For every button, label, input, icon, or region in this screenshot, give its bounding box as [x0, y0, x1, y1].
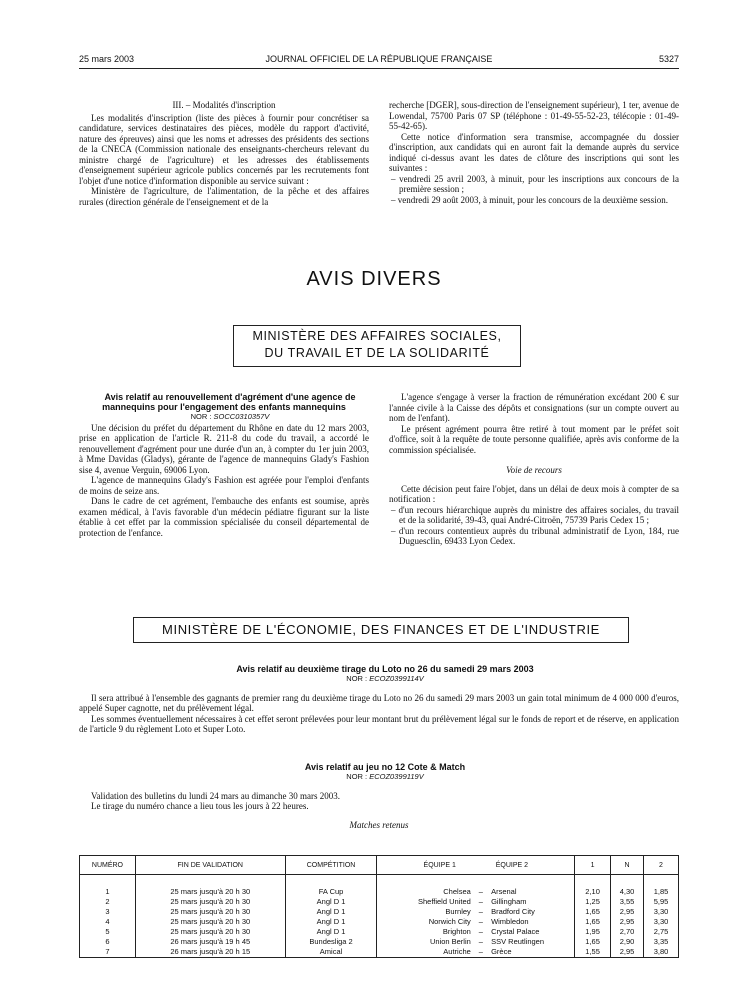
header-team1: ÉQUIPE 1: [423, 861, 456, 869]
cell-end-validation: 25 mars jusqu'à 20 h 30: [135, 927, 285, 937]
paragraph: Il sera attribué à l'ensemble des gagnants de premier rang du deuxième tirage du Loto no 26 du samedi 29 mars 2003 un gain total minimum de 4 000 000 d'euros, appelé Super cagnotte, net du prélèvement légal.: [79, 692, 679, 713]
paragraph: recherche [DGER], sous-direction de l'enseignement supérieur), 1 ter, avenue de Lowendal, 75700 Paris 07 SP (téléphone : 01-49-55-52-23, télécopie : 01-49-55-42-65).: [389, 100, 679, 131]
cell-odds-n: 4,30: [611, 887, 644, 897]
cell-team2: [475, 917, 575, 927]
cell-end-validation: 25 mars jusqu'à 20 h 30: [135, 887, 285, 897]
cell-odds-1: 1,95: [575, 927, 611, 937]
cell-odds-n: 2,70: [611, 927, 644, 937]
team-separator: –: [478, 917, 486, 926]
header-team2: ÉQUIPE 2: [495, 861, 529, 869]
cell-odds-2: 3,80: [644, 947, 679, 958]
paragraph: L'agence de mannequins Glady's Fashion est agréée pour l'emploi d'enfants de moins de seize ans.: [79, 475, 369, 496]
cell-number: 2: [80, 897, 136, 907]
team-separator: –: [478, 947, 486, 956]
cell-end-validation: 26 mars jusqu'à 20 h 15: [135, 947, 285, 958]
cell-team1: Brighton: [377, 927, 475, 937]
team-separator: –: [478, 887, 486, 896]
nor-label: NOR :: [190, 412, 212, 421]
team-separator: –: [478, 907, 486, 916]
header-number: NUMÉRO: [80, 856, 136, 875]
cell-team2: [475, 947, 575, 958]
cell-odds-n: 2,95: [611, 947, 644, 958]
nor-code: ECOZ0399119V: [369, 772, 424, 781]
table-row: [80, 887, 679, 897]
section-heading: III. – Modalités d'inscription: [172, 100, 276, 110]
cell-competition: Bundesliga 2: [285, 937, 377, 947]
header-journal-title: JOURNAL OFFICIEL DE LA RÉPUBLIQUE FRANÇAISE: [265, 54, 493, 64]
ministry-line: MINISTÈRE DES AFFAIRES SOCIALES,: [252, 329, 502, 343]
cell-odds-1: 1,65: [575, 917, 611, 927]
table-row: [80, 907, 679, 917]
article-left-column: [79, 392, 369, 538]
cell-odds-2: 3,35: [644, 937, 679, 947]
table-row: [80, 937, 679, 947]
paragraph: Une décision du préfet du département du Rhône en date du 12 mars 2003, prise en application de l'article R. 211-8 du code du travail, a accordé le renouvellement d'agrément pour une durée d'un an, à compter du 1er juin 2003, à Mme Davidas (Gladys), gérante de l'agence de mannequins Glady's Fashion sise 4, avenue Verguin, 69006 Lyon.: [79, 422, 369, 475]
list-item: – d'un recours hiérarchique auprès du ministre des affaires sociales, du travail et de la solidarité, 39-43, quai André-Citroën, 75739 Paris Cedex 15 ;: [391, 504, 679, 525]
ministry-box: MINISTÈRE DE L'ÉCONOMIE, DES FINANCES ET DE L'INDUSTRIE: [133, 617, 629, 643]
paragraph: Ministère de l'agriculture, de l'alimentation, de la pêche et des affaires rurales (direction générale de l'enseignement et de la: [79, 186, 369, 207]
table-row: [80, 897, 679, 907]
team2-name: Grèce: [491, 947, 512, 956]
header-competition: COMPÉTITION: [285, 856, 377, 875]
cell-odds-2: 2,75: [644, 927, 679, 937]
matches-table: [79, 855, 679, 958]
paragraph: Cette décision peut faire l'objet, dans un délai de deux mois à compter de sa notification :: [389, 483, 679, 504]
cell-odds-1: 1,65: [575, 937, 611, 947]
cell-end-validation: 25 mars jusqu'à 20 h 30: [135, 897, 285, 907]
cell-number: 5: [80, 927, 136, 937]
header-odds-n: N: [611, 856, 644, 875]
cell-number: 3: [80, 907, 136, 917]
paragraph: Cette notice d'information sera transmise, accompagnée du dossier d'inscription, aux candidats qui en auront fait la demande auprès du service indiqué ci-dessus avant les dates de clôture des inscriptions qui sont les suivantes :: [389, 131, 679, 173]
list-item: – vendredi 25 avril 2003, à minuit, pour les inscriptions aux concours de la première session ;: [391, 173, 679, 194]
nor-label: NOR :: [346, 772, 368, 781]
table-row: [80, 947, 679, 958]
team2-name: Bradford City: [491, 907, 535, 916]
cell-team2: [475, 927, 575, 937]
paragraph: Validation des bulletins du lundi 24 mars au dimanche 30 mars 2003.: [91, 790, 340, 801]
subheading: Voie de recours: [506, 465, 562, 475]
header-page-number: 5327: [658, 54, 679, 64]
list-item: – d'un recours contentieux auprès du tribunal administratif de Lyon, 184, rue Duguesclin, 69433 Lyon Cedex.: [391, 525, 679, 546]
header-rule: [79, 68, 679, 69]
team2-name: Gillingham: [491, 897, 527, 906]
cell-team1: Sheffield United: [377, 897, 475, 907]
article-title: Avis relatif au jeu no 12 Cote & Match: [304, 762, 466, 772]
nor-label: NOR :: [346, 674, 368, 683]
cell-competition: Angl D 1: [285, 897, 377, 907]
cell-odds-1: 1,25: [575, 897, 611, 907]
cell-odds-2: 5,95: [644, 897, 679, 907]
article-title: Avis relatif au renouvellement d'agrément d'une agence de mannequins pour l'engagement des enfants mannequins: [102, 392, 356, 412]
header-date: 25 mars 2003: [79, 54, 135, 64]
cell-odds-n: 3,55: [611, 897, 644, 907]
running-header: [79, 54, 679, 68]
ministry-line: DU TRAVAIL ET DE LA SOLIDARITÉ: [264, 346, 490, 360]
cell-team2: [475, 897, 575, 907]
cell-team2: [475, 887, 575, 897]
cell-competition: Angl D 1: [285, 917, 377, 927]
cell-team2: [475, 937, 575, 947]
cell-team2: [475, 907, 575, 917]
paragraph: L'agence s'engage à verser la fraction de rémunération excédant 200 € sur l'année civile à la Caisse des dépôts et consignations (sur un compte ouvert au nom de l'enfant).: [389, 392, 679, 423]
section-title: AVIS DIVERS: [306, 268, 442, 290]
cell-number: 7: [80, 947, 136, 958]
cell-team1: Union Berlin: [377, 937, 475, 947]
cell-odds-n: 2,90: [611, 937, 644, 947]
cell-odds-1: 1,65: [575, 907, 611, 917]
nor-reference: [79, 772, 679, 783]
team2-name: Crystal Palace: [491, 927, 540, 936]
cell-odds-n: 2,95: [611, 907, 644, 917]
table-row: [80, 917, 679, 927]
top-right-column: [389, 100, 679, 205]
cell-competition: Angl D 1: [285, 907, 377, 917]
paragraph: Le présent agrément pourra être retiré à tout moment par le préfet soit d'office, soit à la requête de toute personne qualifiée, après avis conforme de la commission spécialisée.: [389, 423, 679, 455]
cell-number: 4: [80, 917, 136, 927]
header-end-validation: FIN DE VALIDATION: [135, 856, 285, 875]
article-cote-match: [79, 762, 679, 830]
cell-end-validation: 25 mars jusqu'à 20 h 30: [135, 917, 285, 927]
cell-odds-2: 3,30: [644, 907, 679, 917]
cell-team1: Chelsea: [377, 887, 475, 897]
nor-reference: [79, 674, 679, 685]
team-separator: –: [478, 937, 486, 946]
paragraph: Dans le cadre de cet agrément, l'embauche des enfants est soumise, après examen médical, à l'avis favorable d'un médecin pédiatre figurant sur la liste établie à cet effet par la commission spécialisée du conseil départemental de protection de l'enfance.: [79, 496, 369, 538]
table-caption: Matches retenus: [349, 819, 409, 830]
cell-odds-2: 1,85: [644, 887, 679, 897]
header-teams: [377, 856, 575, 875]
team2-name: SSV Reutlingen: [491, 937, 545, 946]
table-row: [80, 927, 679, 937]
team2-name: Arsenal: [491, 887, 517, 896]
team-separator: –: [478, 897, 486, 906]
team-separator: –: [478, 927, 486, 936]
article-loto: [79, 664, 679, 735]
cell-team1: Norwich City: [377, 917, 475, 927]
ministry-box: [233, 325, 521, 367]
article-title: Avis relatif au deuxième tirage du Loto no 26 du samedi 29 mars 2003: [236, 664, 534, 674]
nor-code: SOCC0310357V: [213, 412, 270, 421]
cell-odds-1: 2,10: [575, 887, 611, 897]
cell-odds-n: 2,95: [611, 917, 644, 927]
cell-team1: Burnley: [377, 907, 475, 917]
cell-odds-1: 1,55: [575, 947, 611, 958]
nor-reference: [79, 412, 369, 423]
cell-number: 6: [80, 937, 136, 947]
cell-team1: Autriche: [377, 947, 475, 958]
team2-name: Wimbledon: [491, 917, 529, 926]
top-left-column: [79, 100, 369, 207]
cell-competition: Amical: [285, 947, 377, 958]
cell-number: 1: [80, 887, 136, 897]
table-header-row: [80, 856, 679, 875]
cell-end-validation: 26 mars jusqu'à 19 h 45: [135, 937, 285, 947]
nor-code: ECOZ0399114V: [369, 674, 424, 683]
list-item: – vendredi 29 août 2003, à minuit, pour les concours de la deuxième session.: [391, 194, 668, 205]
cell-competition: FA Cup: [285, 887, 377, 897]
paragraph: Les modalités d'inscription (liste des pièces à fournir pour concrétiser sa candidature, services destinataires des pièces, modèle du rapport d'activité, nature des épreuves) ainsi que les noms et adresses des présidents des sections de la CNECA (Commission nationale des enseignants-chercheurs relevant du ministre chargé de l'agriculture) et les adresses des établissements d'enseignement supérieur agricole publics concernés par les recrutements font l'objet d'une notice d'information disponible au service suivant :: [79, 112, 369, 186]
paragraph: Les sommes éventuellement nécessaires à cet effet seront prélevées pour leur montant brut du prélèvement légal sur le fonds de report et de réserve, en application de l'article 9 du règlement Loto et Super Loto.: [79, 713, 679, 734]
cell-competition: Angl D 1: [285, 927, 377, 937]
paragraph: Le tirage du numéro chance a lieu tous les jours à 22 heures.: [91, 801, 309, 811]
header-odds-1: 1: [575, 856, 611, 875]
cell-odds-2: 3,30: [644, 917, 679, 927]
cell-end-validation: 25 mars jusqu'à 20 h 30: [135, 907, 285, 917]
header-odds-2: 2: [644, 856, 679, 875]
article-right-column: [389, 392, 679, 547]
